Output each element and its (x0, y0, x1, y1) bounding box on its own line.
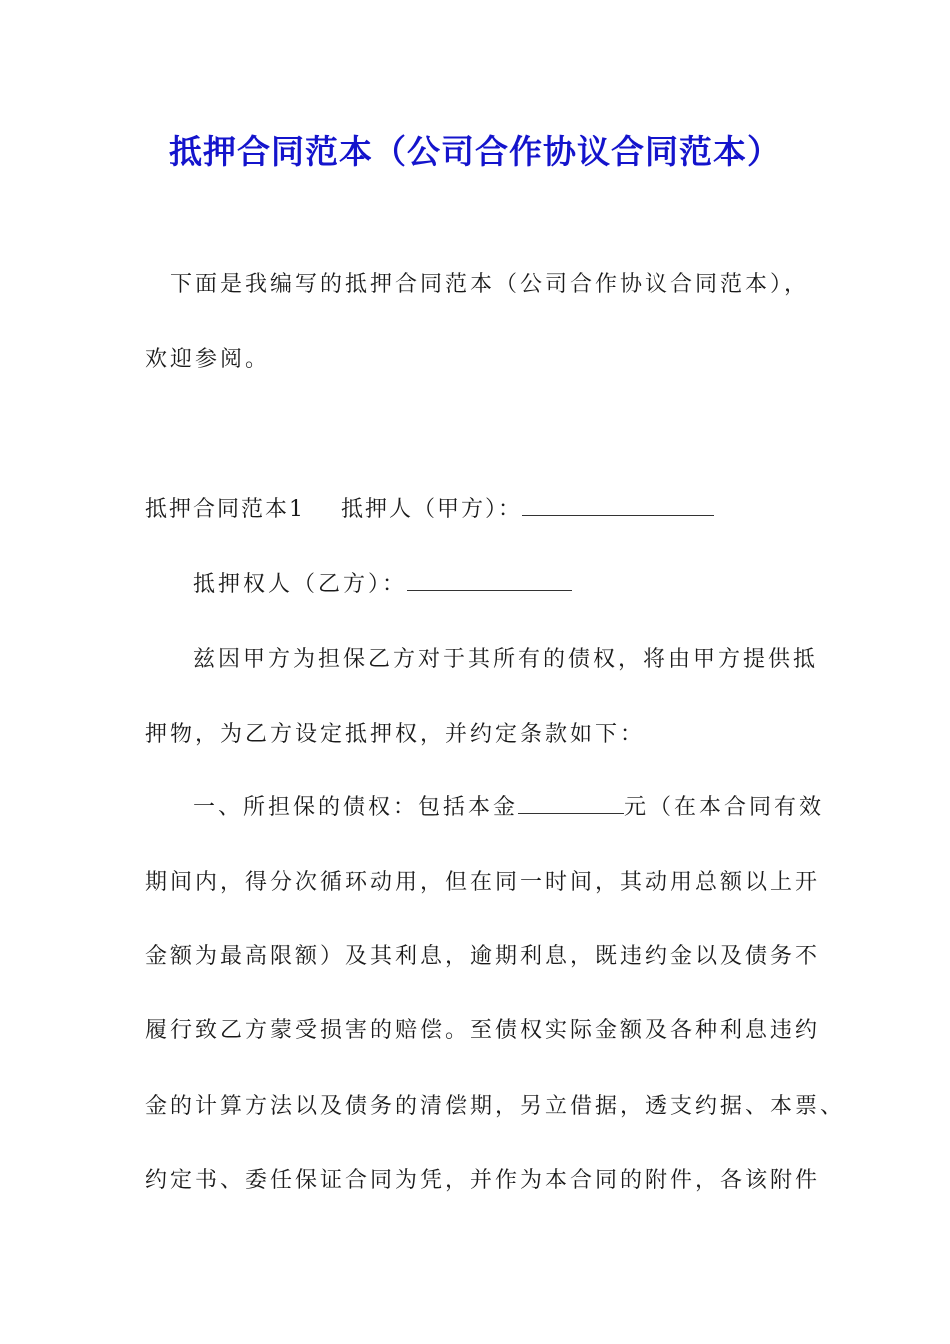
clause1-line-2: 期间内，得分次循环动用，但在同一时间，其动用总额以上开 (145, 870, 821, 895)
section-heading (145, 495, 714, 525)
principal-amount-blank[interactable] (518, 793, 624, 814)
clause1-suffix: 元（在本合同有效 (624, 795, 825, 820)
document-title: 抵押合同范本（公司合作协议合同范本） (169, 132, 781, 171)
intro-line-2: 欢迎参阅。 (145, 347, 271, 372)
party-b-blank[interactable] (407, 570, 572, 591)
preamble-line-1: 兹因甲方为担保乙方对于其所有的债权，将由甲方提供抵 (193, 647, 819, 672)
preamble-line-2: 押物，为乙方设定抵押权，并约定条款如下： (145, 722, 646, 747)
party-a-blank[interactable] (522, 495, 714, 516)
party-b-row (193, 570, 572, 600)
section-label: 抵押合同范本1 (145, 497, 305, 522)
clause1-line-5: 金的计算方法以及债务的清偿期，另立借据，透支约据、本票、 (145, 1094, 846, 1119)
party-a-label: 抵押人（甲方）： (341, 497, 523, 522)
clause1-line-1 (193, 793, 824, 823)
clause1-prefix: 一、所担保的债权：包括本金 (193, 795, 519, 820)
party-b-label: 抵押权人（乙方）： (193, 572, 408, 597)
clause1-line-3: 金额为最高限额）及其利息，逾期利息，既违约金以及债务不 (145, 944, 821, 969)
clause1-line-4: 履行致乙方蒙受损害的赔偿。至债权实际金额及各种利息违约 (145, 1018, 821, 1043)
clause1-line-6: 约定书、委任保证合同为凭，并作为本合同的附件，各该附件 (145, 1168, 821, 1193)
intro-line-1: 下面是我编写的抵押合同范本（公司合作协议合同范本）， (170, 272, 810, 297)
